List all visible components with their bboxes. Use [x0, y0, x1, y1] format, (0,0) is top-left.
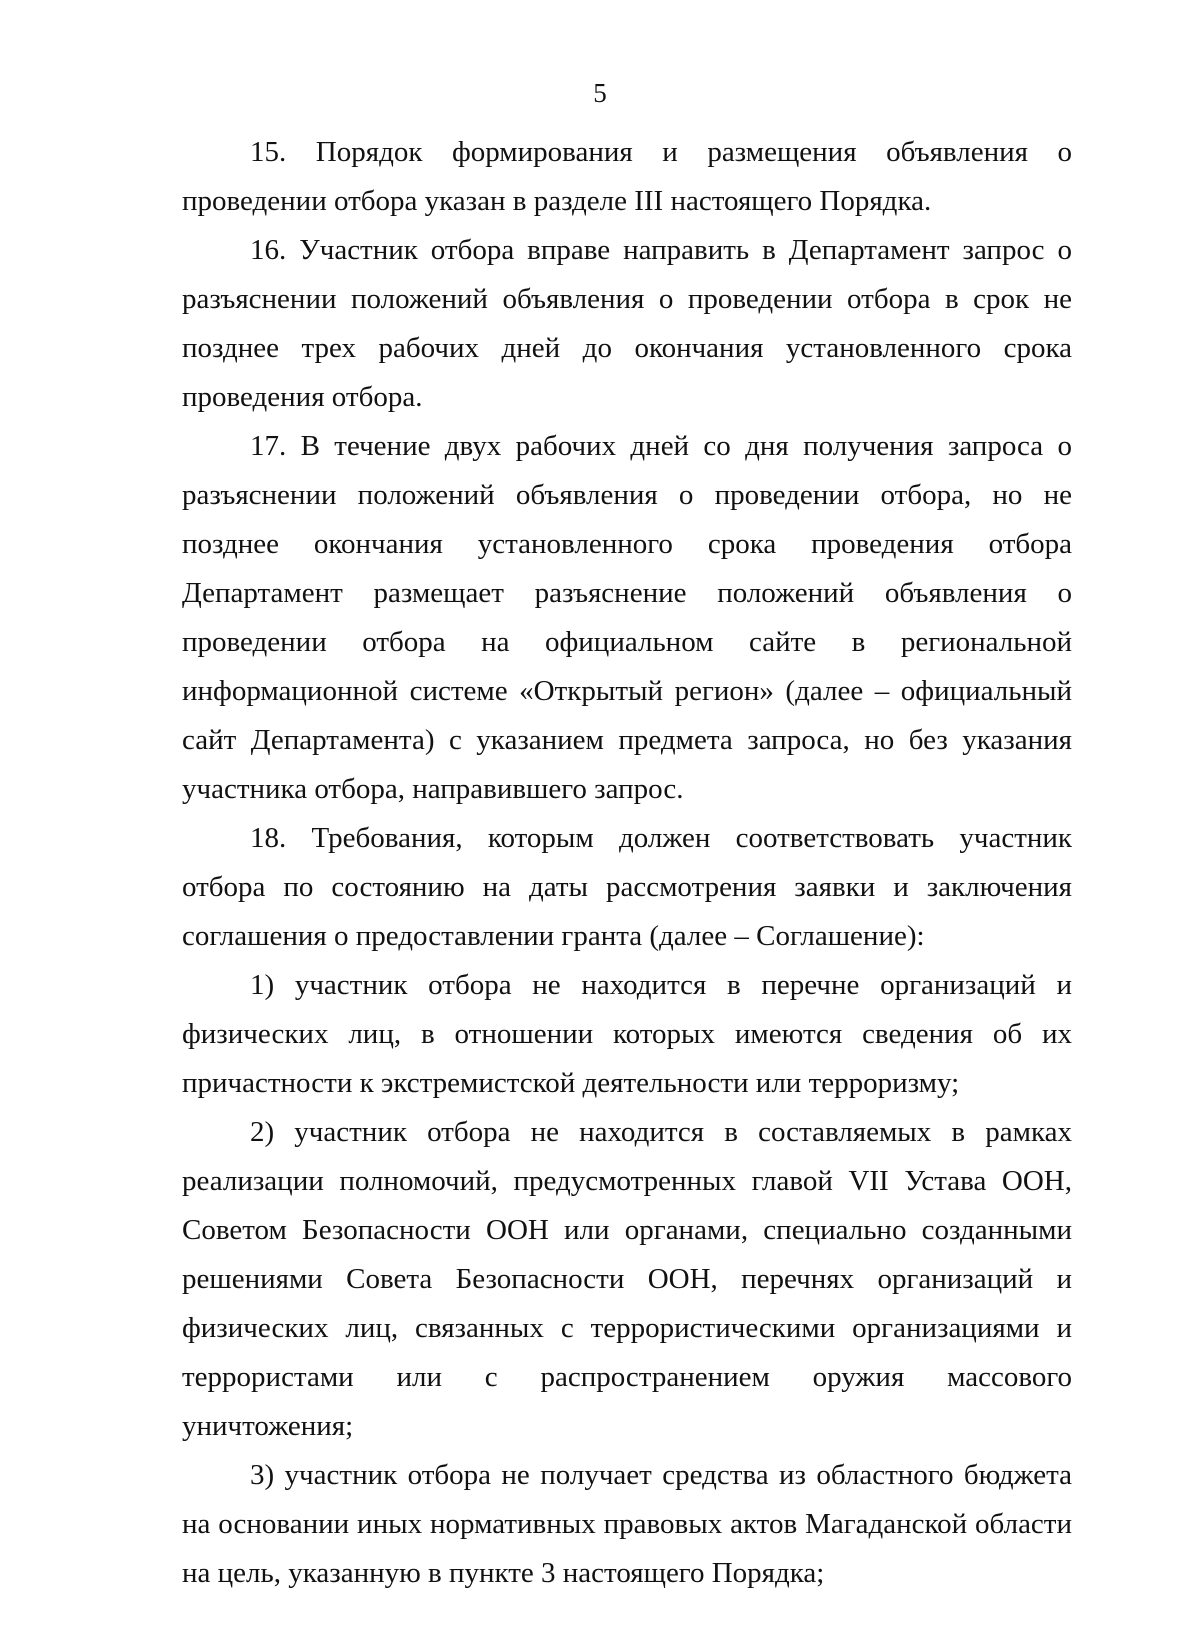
paragraph-15: 15. Порядок формирования и размещения объявления о проведении отбора указан в разделе III настоящего Порядка.	[182, 136, 1072, 217]
requirement-item-3: 3) участник отбора не получает средства из областного бюджета на основании иных нормативных правовых актов Магаданской области на цель, указанную в пункте 3 настоящего Порядка;	[182, 1459, 1072, 1589]
requirement-item-1: 1) участник отбора не находится в перечне организаций и физических лиц, в отношении которых имеются сведения об их причастности к экстремистской деятельности или терроризму;	[182, 969, 1072, 1099]
paragraph-18: 18. Требования, которым должен соответствовать участник отбора по состоянию на даты рассмотрения заявки и заключения соглашения о предоставлении гранта (далее – Соглашение):	[182, 822, 1072, 952]
requirement-item-2: 2) участник отбора не находится в составляемых в рамках реализации полномочий, предусмотренных главой VII Устава ООН, Советом Безопасности ООН или органами, специально созданными решениями Совета Безопасности ООН, перечнях организаций и физических лиц, связанных с террористическими организациями и террористами или с распространением оружия массового уничтожения;	[182, 1116, 1072, 1442]
page-number: 5	[593, 78, 607, 108]
paragraph-16: 16. Участник отбора вправе направить в Департамент запрос о разъяснении положений объявления о проведении отбора в срок не позднее трех рабочих дней до окончания установленного срока проведения отбора.	[182, 234, 1072, 413]
document-body	[182, 128, 1072, 1598]
paragraph-17: 17. В течение двух рабочих дней со дня получения запроса о разъяснении положений объявления о проведении отбора, но не позднее окончания установленного срока проведения отбора Департамент размещает разъяснение положений объявления о проведении отбора на официальном сайте в региональной информационной системе «Открытый регион» (далее – официальный сайт Департамента) с указанием предмета запроса, но без указания участника отбора, направившего запрос.	[182, 430, 1072, 805]
